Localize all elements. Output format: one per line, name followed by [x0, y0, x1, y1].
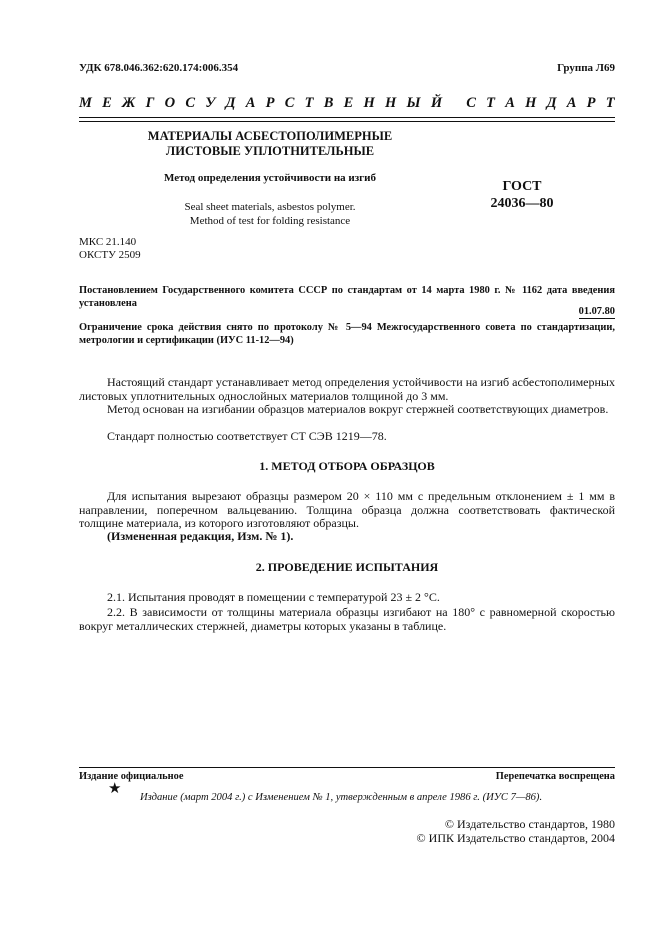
english-title-line-2: Method of test for folding resistance: [189, 215, 351, 227]
official-edition-label: Издание официальное: [79, 771, 184, 782]
word-gap: [452, 95, 456, 112]
okstu-code: ОКСТУ 2509: [79, 249, 141, 261]
heading-letter: Р: [586, 94, 596, 111]
title-line-1: МАТЕРИАЛЫ АСБЕСТОПОЛИМЕРНЫЕ: [147, 129, 393, 143]
decree-introduction: Постановлением Государственного комитета СССР по стандартам от 14 марта 1980 г. № 1162 дата введения установлена: [79, 285, 615, 309]
classification-codes: [79, 236, 141, 262]
heading-letter: Н: [525, 94, 537, 111]
edition-note: Издание (март 2004 г.) с Изменением № 1, утвержденным в апреле 1986 г. (ИУС 7—86).: [140, 792, 543, 803]
paragraph-amendment-note: (Измененная редакция, Изм. № 1).: [107, 529, 294, 543]
paragraph-method-basis: Метод основан на изгибании образцов материалов вокруг стержней соответствующих диаметров.: [107, 402, 609, 416]
gost-label: ГОСТ: [502, 179, 542, 194]
heading-letter: С: [185, 94, 195, 111]
introduction-date: 01.07.80: [578, 306, 615, 317]
star-icon: ★: [108, 781, 122, 797]
mks-code: МКС 21.140: [79, 236, 137, 248]
heading-letter: С: [466, 94, 476, 111]
document-title: [125, 129, 415, 159]
paragraph-2-2: 2.2. В зависимости от толщины материала образцы изгибают на 180° с равномерной скоростью вокруг металлических стержней, диаметры которых указаны в таблице.: [79, 605, 615, 633]
udk-code: УДК 678.046.362:620.174:006.354: [79, 62, 239, 74]
heading-letter: Й: [430, 94, 443, 111]
heading-letter: В: [323, 94, 334, 111]
heading-letter: Д: [225, 94, 236, 111]
gost-designation: [462, 178, 582, 212]
heading-letter: Ы: [406, 94, 421, 111]
heading-letter: Т: [304, 94, 314, 111]
section-heading-testing: 2. ПРОВЕДЕНИЕ ИСПЫТАНИЯ: [255, 560, 439, 574]
heading-letter: А: [245, 94, 256, 111]
heading-letter: Н: [385, 94, 397, 111]
paragraph-compliance: Стандарт полностью соответствует СТ СЭВ 1219—78.: [107, 429, 387, 443]
section-heading-sampling: 1. МЕТОД ОТБОРА ОБРАЗЦОВ: [259, 459, 435, 473]
gost-number: 24036—80: [490, 196, 554, 211]
footer-rule: [79, 767, 615, 768]
heading-letter: О: [164, 94, 176, 111]
heading-letter: Н: [363, 94, 375, 111]
paragraph-2-1: 2.1. Испытания проводят в помещении с температурой 23 ± 2 °С.: [107, 590, 440, 604]
title-line-2: ЛИСТОВЫЕ УПЛОТНИТЕЛЬНЫЕ: [165, 144, 375, 158]
method-title: Метод определения устойчивости на изгиб: [163, 172, 377, 184]
english-title: [125, 200, 415, 228]
copyright-1980: © Издательство стандартов, 1980: [444, 817, 615, 831]
heading-letter: Д: [546, 94, 557, 111]
header-rule-top: [79, 117, 615, 118]
heading-letter: Т: [605, 94, 615, 111]
interstate-standard-heading: [79, 94, 615, 112]
heading-letter: Г: [145, 94, 155, 111]
group-code: Группа Л69: [557, 62, 615, 74]
heading-letter: С: [284, 94, 295, 111]
heading-letter: Т: [486, 94, 495, 111]
heading-letter: Ж: [122, 94, 136, 111]
heading-letter: А: [505, 94, 515, 111]
reprint-prohibited-label: Перепечатка воспрещена: [495, 771, 615, 782]
header-rule-bottom: [79, 121, 615, 122]
heading-letter: А: [566, 94, 577, 111]
paragraph-sampling: Для испытания вырезают образцы размером 20 × 110 мм с предельным отклонением ± 1 мм в направлении, поперечном вальцеванию. Толщина образца должна соответствовать фактической толщине материала, из которого изготовляют образцы.: [79, 489, 615, 530]
heading-letter: Р: [265, 94, 275, 111]
heading-letter: У: [205, 94, 216, 111]
paragraph-scope: Настоящий стандарт устанавливает метод определения устойчивости на изгиб асбестополимерных листовых уплотнительных однослойных материалов толщиной до 3 мм.: [79, 375, 615, 403]
english-title-line-1: Seal sheet materials, asbestos polymer.: [184, 201, 356, 213]
heading-letter: Е: [343, 94, 354, 111]
heading-letter: М: [79, 94, 92, 111]
decree-limitation: Ограничение срока действия снято по протоколу № 5—94 Межгосударственного совета по стандартизации, метрологии и сертификации (ИУС 11-12—94): [79, 322, 615, 346]
heading-letter: Е: [102, 94, 112, 111]
copyright-2004: © ИПК Издательство стандартов, 2004: [416, 831, 615, 845]
